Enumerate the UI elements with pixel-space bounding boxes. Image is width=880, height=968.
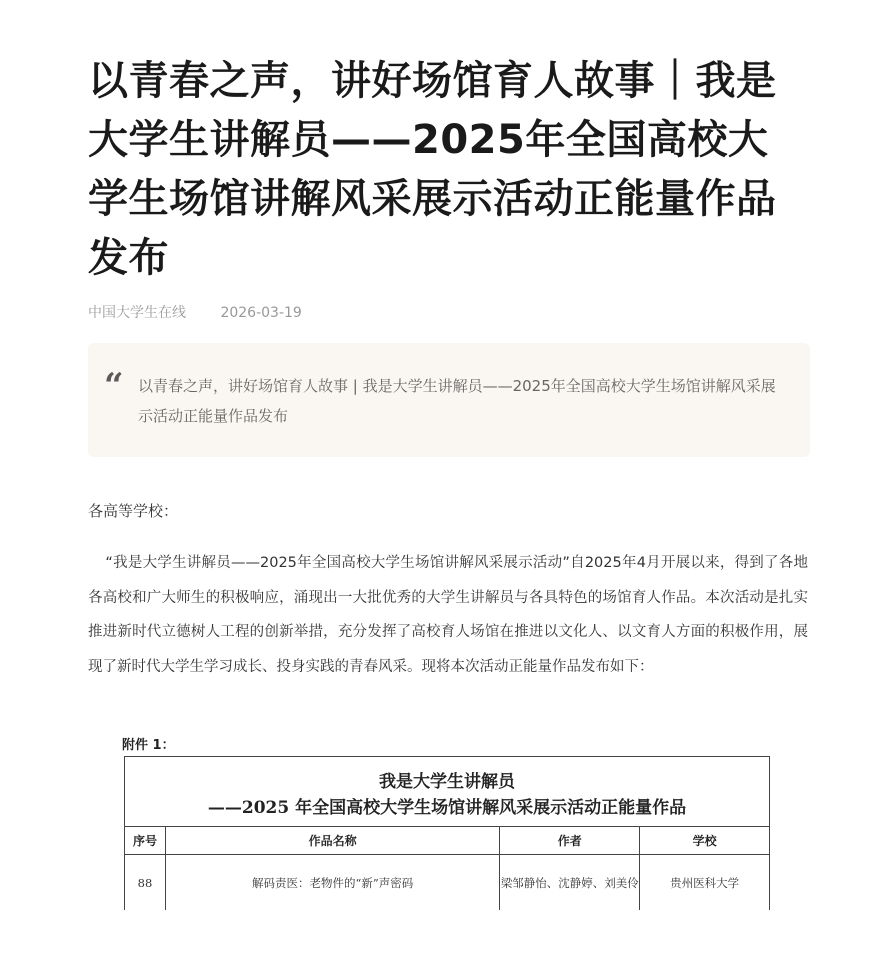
summary-text: 以青春之声，讲好场馆育人故事 | 我是大学生讲解员——2025年全国高校大学生场馆讲解风采展示活动正能量作品发布 bbox=[138, 377, 776, 425]
header-name: 作品名称 bbox=[165, 827, 499, 855]
header-school: 学校 bbox=[640, 827, 770, 855]
table-row bbox=[125, 855, 770, 911]
cell-school: 贵州医科大学 bbox=[640, 855, 770, 911]
image-cutoff bbox=[124, 910, 770, 968]
greeting: 各高等学校： bbox=[88, 502, 179, 520]
attachment-label: 附件 1： bbox=[122, 738, 175, 753]
summary-quote-box bbox=[88, 343, 810, 457]
table-caption bbox=[125, 757, 770, 827]
header-no: 序号 bbox=[125, 827, 166, 855]
article-source[interactable]: 中国大学生在线 bbox=[88, 305, 186, 321]
article-date: 2026-03-19 bbox=[220, 305, 302, 321]
body-paragraph: “我是大学生讲解员——2025年全国高校大学生场馆讲解风采展示活动”自2025年4月开展以来，得到了各地各高校和广大师生的积极响应，涌现出一大批优秀的大学生讲解员与各具特色的场馆育人作品。本次活动是扎实推进新时代立德树人工程的创新举措，充分发挥了高校育人场馆在推进以文化人、以文育人方面的积极作用，展现了新时代大学生学习成长、投身实践的青春风采。现将本次活动正能量作品发布如下： bbox=[88, 555, 808, 675]
table-caption-line2: ——2025 年全国高校大学生场馆讲解风采展示活动正能量作品 bbox=[207, 797, 687, 818]
article-title: 以青春之声，讲好场馆育人故事｜我是大学生讲解员——2025年全国高校大学生场馆讲解风采展示活动正能量作品发布 bbox=[88, 58, 777, 281]
table-caption-row bbox=[125, 757, 770, 827]
cell-name: 解码责医：老物件的“新”声密码 bbox=[165, 855, 499, 911]
table-header-row bbox=[125, 827, 770, 855]
header-author: 作者 bbox=[500, 827, 640, 855]
table-caption-line1: 我是大学生讲解员 bbox=[379, 771, 515, 792]
article-meta bbox=[88, 302, 332, 322]
cell-no: 88 bbox=[125, 855, 166, 911]
quote-mark-icon: “ bbox=[104, 366, 124, 406]
attachment-table bbox=[124, 756, 770, 911]
cell-author: 梁邹静怡、沈静婷、刘美伶 bbox=[500, 855, 640, 911]
